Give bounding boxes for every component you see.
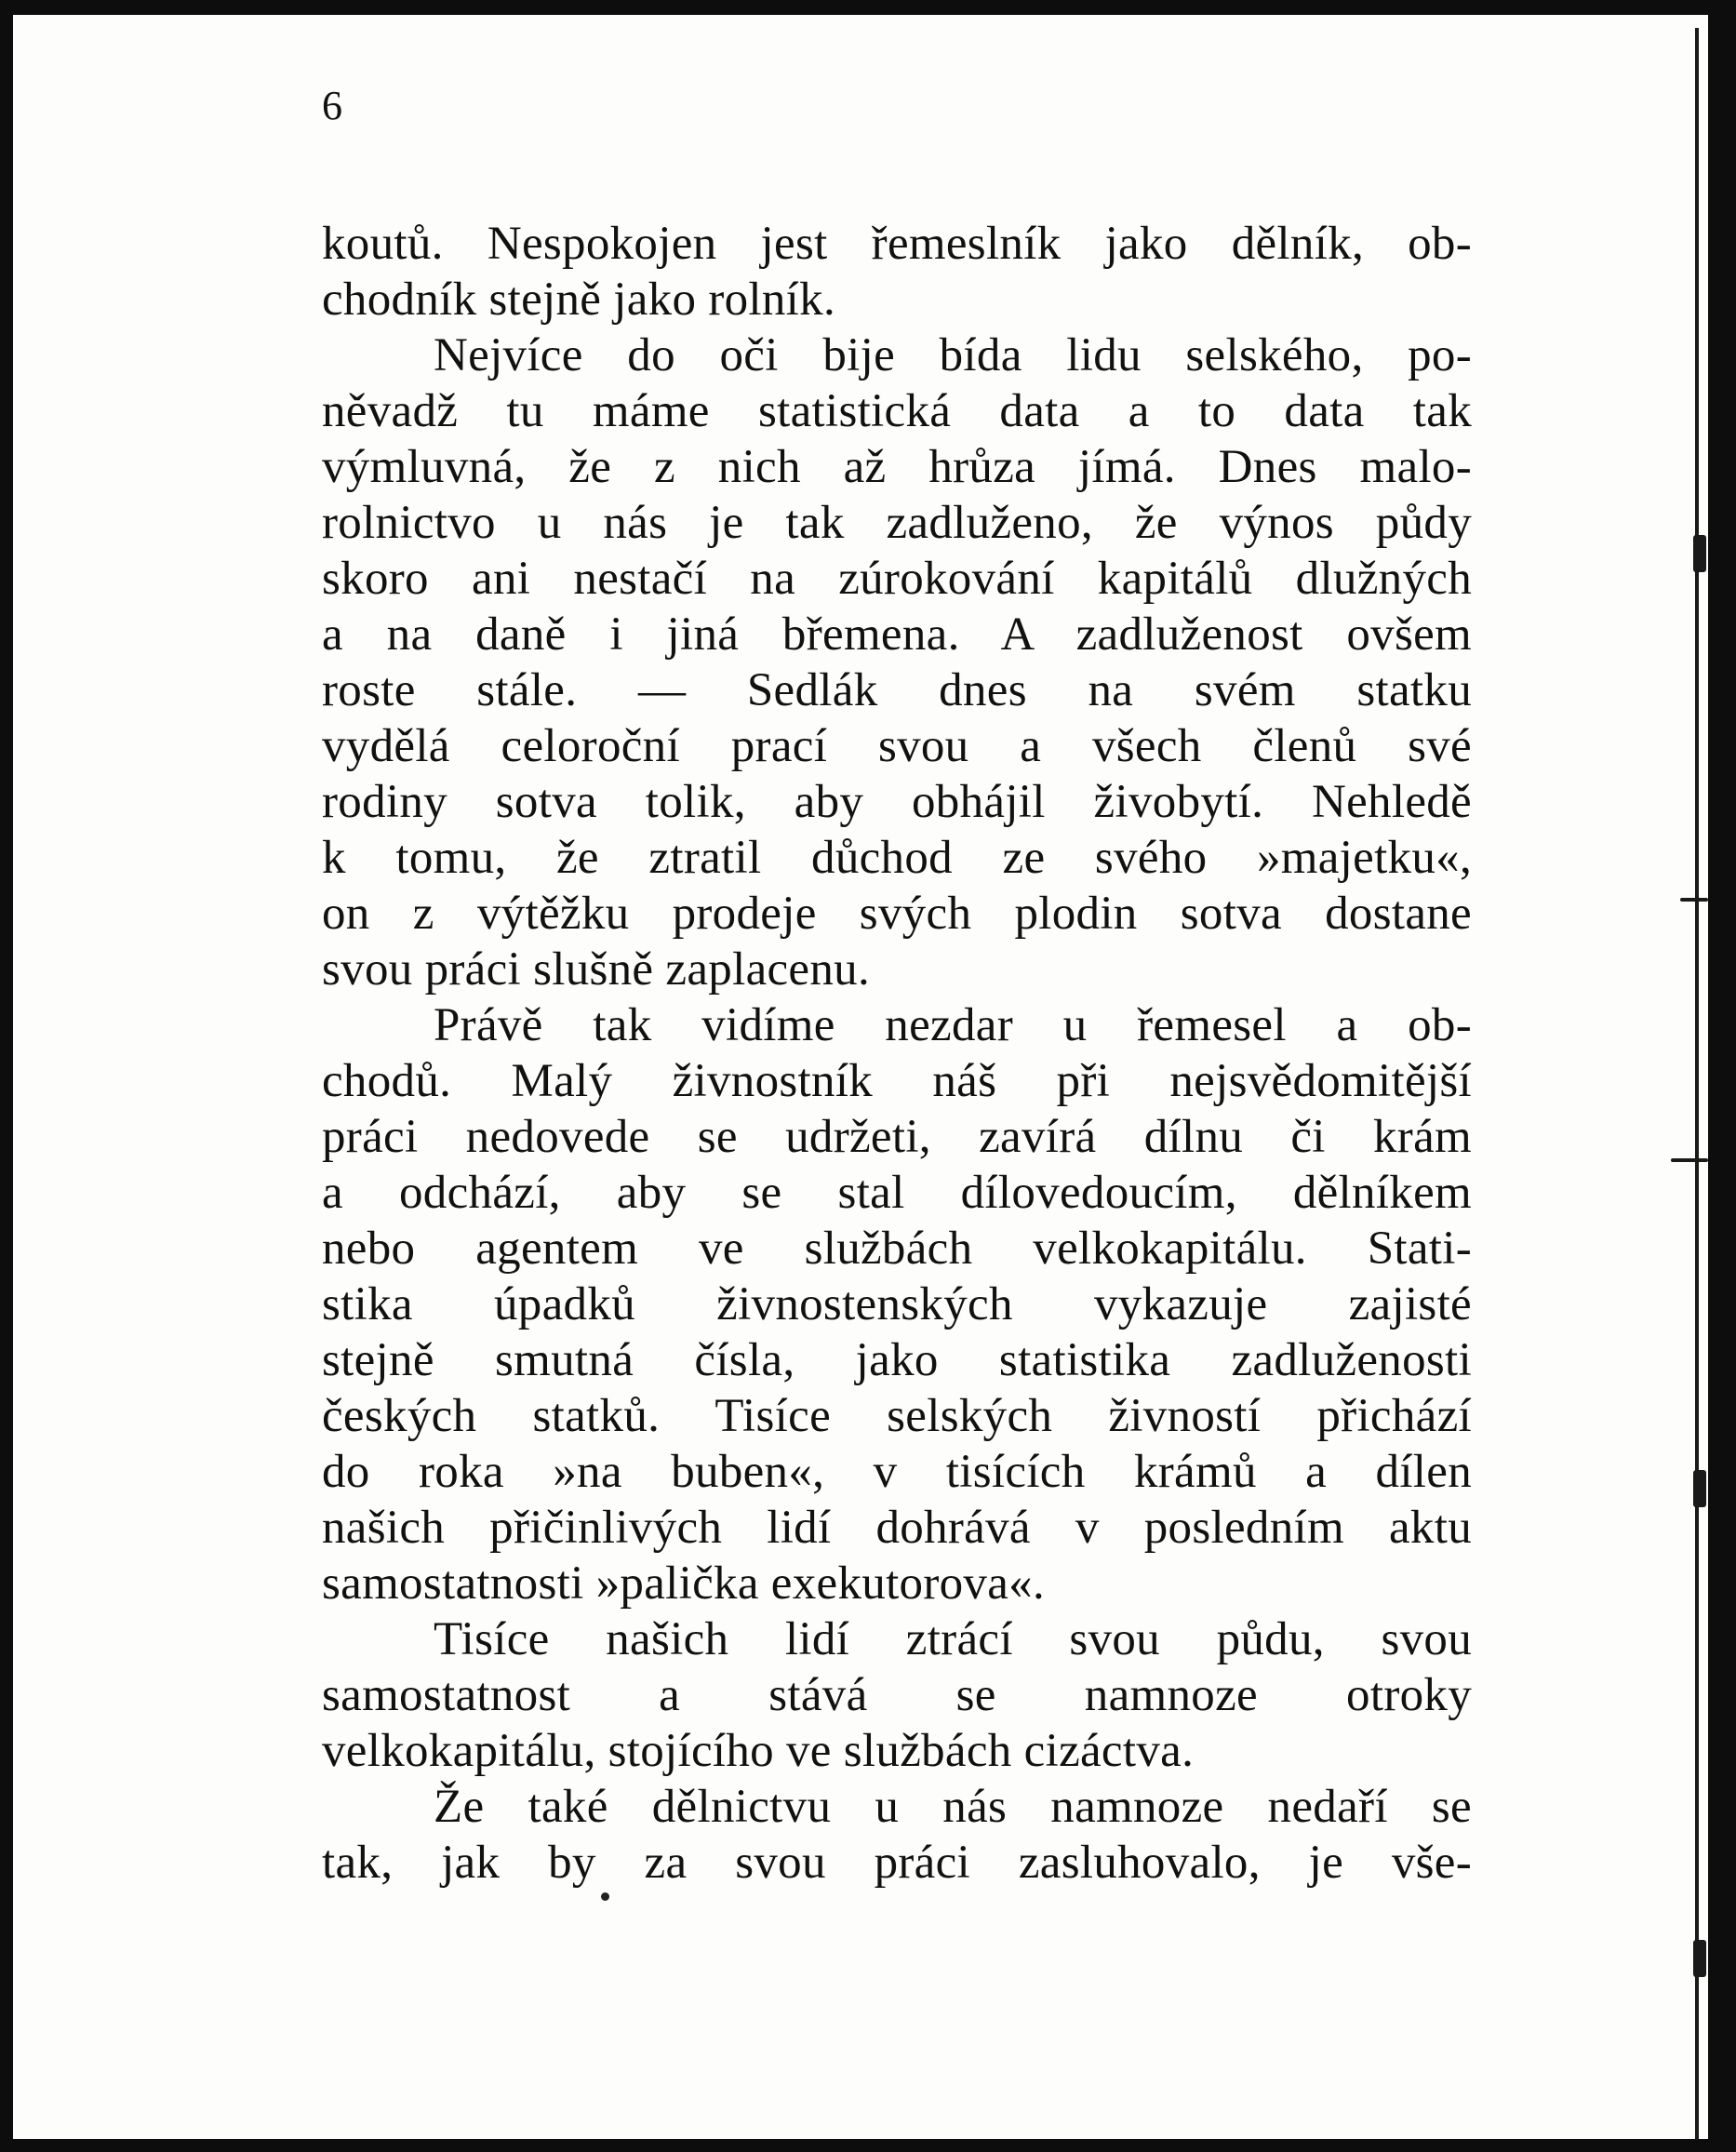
text-line: a na daně i jiná břemena. A zadluženost ovšem bbox=[322, 608, 1472, 661]
text-line: našich přičinlivých lidí dohrává v posledním aktu bbox=[322, 1502, 1472, 1554]
text-line: do roka »na buben«, v tisících krámů a dílen bbox=[322, 1446, 1472, 1498]
text-line: svou práci slušně zaplacenu. bbox=[322, 943, 871, 996]
text-line: českých statků. Tisíce selských živností přichází bbox=[322, 1390, 1472, 1442]
text-line: Že také dělnictvu u nás namnoze nedaří se bbox=[434, 1781, 1472, 1833]
text-line: koutů. Nespokojen jest řemeslník jako dělník, ob- bbox=[322, 218, 1472, 270]
page-body bbox=[322, 216, 1472, 1891]
text-line: k tomu, že ztratil důchod ze svého »majetku«, bbox=[322, 832, 1472, 884]
text-line: nebo agentem ve službách velkokapitálu. Stati- bbox=[322, 1223, 1472, 1275]
text-line: vydělá celoroční prací svou a všech členů své bbox=[322, 720, 1472, 772]
text-line: stejně smutná čísla, jako statistika zadluženosti bbox=[322, 1334, 1472, 1386]
text-line: práci nedovede se udržeti, zavírá dílnu či krám bbox=[322, 1111, 1472, 1163]
text-line: stika úpadků živnostenských vykazuje zajisté bbox=[322, 1278, 1472, 1330]
text-line: něvadž tu máme statistická data a to data tak bbox=[322, 385, 1472, 437]
text-line: Tisíce našich lidí ztrácí svou půdu, svou bbox=[434, 1613, 1472, 1665]
text-line: roste stále. — Sedlák dnes na svém statku bbox=[322, 664, 1472, 716]
fold-mark bbox=[1680, 898, 1708, 902]
fold-mark bbox=[1693, 535, 1706, 572]
text-line: velkokapitálu, stojícího ve službách cizáctva. bbox=[322, 1725, 1195, 1777]
text-line: a odchází, aby se stal dílovedoucím, dělníkem bbox=[322, 1167, 1472, 1219]
text-line: samostatnosti »palička exekutorova«. bbox=[322, 1557, 1046, 1610]
text-line: výmluvná, že z nich až hrůza jímá. Dnes malo- bbox=[322, 441, 1472, 493]
text-line: on z výtěžku prodeje svých plodin sotva dostane bbox=[322, 888, 1472, 940]
page-fold-line bbox=[1695, 28, 1699, 2140]
fold-mark bbox=[1671, 1158, 1708, 1162]
ink-speck bbox=[601, 1892, 609, 1901]
page-number: 6 bbox=[322, 83, 342, 128]
text-line: rodiny sotva tolik, aby obhájil živobytí. Nehledě bbox=[322, 776, 1472, 828]
text-line: skoro ani nestačí na zúrokování kapitálů dlužných bbox=[322, 553, 1472, 605]
scan-edge-shadow bbox=[1708, 0, 1736, 2152]
text-line: rolnictvo u nás je tak zadluženo, že výnos půdy bbox=[322, 497, 1472, 549]
fold-mark bbox=[1693, 1940, 1706, 1977]
text-line: tak, jak by za svou práci zasluhovalo, je vše- bbox=[322, 1837, 1472, 1889]
fold-mark bbox=[1693, 1470, 1706, 1507]
text-line: chodník stejně jako rolník. bbox=[322, 274, 835, 326]
text-line: Právě tak vidíme nezdar u řemesel a ob- bbox=[434, 999, 1472, 1051]
text-line: chodů. Malý živnostník náš při nejsvědomitější bbox=[322, 1055, 1472, 1107]
text-line: Nejvíce do oči bije bída lidu selského, po- bbox=[434, 329, 1472, 381]
text-line: samostatnost a stává se namnoze otroky bbox=[322, 1669, 1472, 1721]
